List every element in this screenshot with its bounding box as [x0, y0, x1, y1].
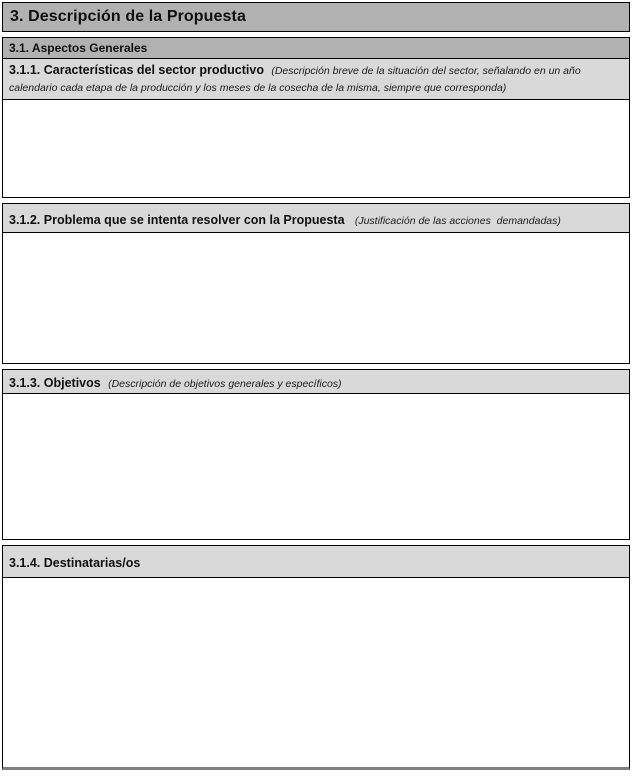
section-3-1-group [2, 37, 630, 198]
section-3-header [2, 2, 630, 32]
section-3-title: 3. Descripción de la Propuesta [10, 8, 246, 25]
section-3-1-3-group [2, 369, 630, 540]
section-3-1-1-header: 3.1.1. Características del sector productivo (Descripción breve de la situación del sector, señalando en un año calendario cada etapa de la producción y los meses de la cosecha de la misma, siempre que corresponda) [2, 59, 630, 100]
section-3-1-4-input-area[interactable] [2, 578, 630, 770]
section-3-1-2-input-area[interactable] [2, 233, 630, 364]
section-3-1-title: 3.1. Aspectos Generales [9, 41, 148, 55]
section-3-1-2-group [2, 203, 630, 364]
section-3-1-2-header: 3.1.2. Problema que se intenta resolver con la Propuesta (Justificación de las acciones demandadas) [2, 203, 630, 233]
section-3-1-3-title: 3.1.3. Objetivos [9, 376, 101, 390]
section-3-1-4-group [2, 545, 630, 770]
section-3-1-3-input-area[interactable] [2, 394, 630, 540]
section-3-1-header [2, 37, 630, 59]
section-3-1-4-header [2, 545, 630, 578]
section-3-1-3-header: 3.1.3. Objetivos (Descripción de objetivos generales y específicos) [2, 369, 630, 394]
section-3-1-2-title: 3.1.2. Problema que se intenta resolver con la Propuesta [9, 213, 345, 227]
section-3-1-1-input-area[interactable] [2, 100, 630, 198]
section-3-1-1-title: 3.1.1. Características del sector productivo [9, 63, 264, 77]
section-3-1-4-title: 3.1.4. Destinatarias/os [9, 556, 141, 570]
